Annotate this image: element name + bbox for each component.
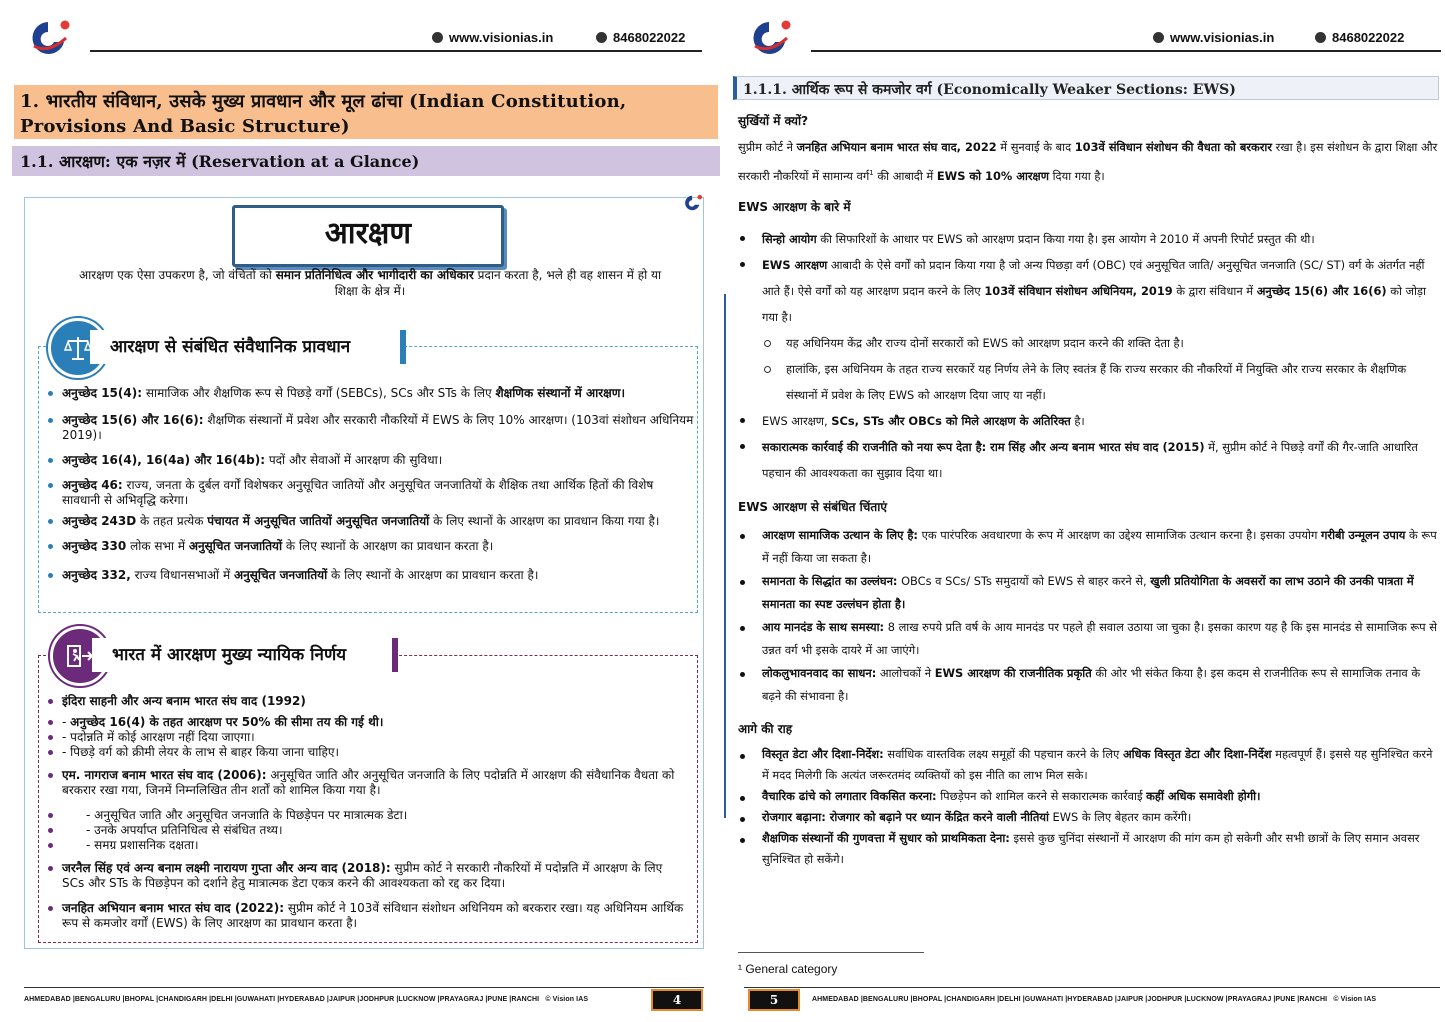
- way-forward-block: [738, 716, 1438, 870]
- way-heading: आगे की राह: [738, 722, 793, 736]
- list-item: अनुच्छेद 15(6) और 16(6): शैक्षणिक संस्थानों में प्रवेश और सरकारी नौकरियों में EWS के लिए 10% आरक्षण। (103वां संशोधन अधिनियम 2019)।: [46, 413, 694, 443]
- about-heading: EWS आरक्षण के बारे में: [738, 200, 851, 214]
- globe-icon: [1153, 32, 1164, 43]
- list-item: वैचारिक ढांचे को लगातार विकसित करना: पिछड़ेपन को शामिल करने से सकारात्मक कार्रवाई कहीं अधिक समावेशी होगी।: [738, 786, 1438, 807]
- list-item: रोजगार बढ़ाना: रोजगार को बढ़ाने पर ध्यान केंद्रित करने वाली नीतियां EWS के लिए बेहतर काम करेंगी।: [738, 807, 1438, 828]
- list-item: अनुच्छेद 330 लोक सभा में अनुसूचित जनजातियों के लिए स्थानों के आरक्षण का प्रावधान करता है।: [46, 539, 694, 554]
- page-number: 5: [748, 989, 800, 1011]
- why-news-block: [738, 108, 1438, 189]
- footer-cities: AHMEDABAD |BENGALURU |BHOPAL |CHANDIGARH |DELHI |GUWAHATI |HYDERABAD |JAIPUR |JODHPUR |LUCKNOW |PRAYAGRAJ |PUNE |RANCHI © Vision IAS: [812, 996, 1377, 1003]
- list-item: लोकलुभावनवाद का साधन: आलोचकों ने EWS आरक्षण की राजनीतिक प्रकृति की ओर भी संकेत किया है। इस कदम से राजनीतिक रूप से सामाजिक तनाव के बढ़ने की संभावना है।: [738, 662, 1438, 708]
- sub-item: - अनुच्छेद 16(4) के तहत आरक्षण पर 50% की सीमा तय की गई थी।: [46, 715, 686, 730]
- concerns-block: [738, 494, 1438, 708]
- list-item: अनुच्छेद 243D के तहत प्रत्येक पंचायत में अनुसूचित जातियों अनुसूचित जनजातियों के लिए स्थानों के आरक्षण का प्रावधान किया गया है।: [46, 514, 694, 529]
- header-phone[interactable]: 8468022022: [1315, 30, 1404, 45]
- list-item: शैक्षणिक संस्थानों की गुणवत्ता में सुधार को प्राथमिकता देना: इससे कुछ चुनिंदा संस्थानों में आरक्षण की मांग कम हो सकेगी और सभी छात्रों के लिए समान अवसर सुनिश्चित हो सकेंगे।: [738, 828, 1438, 870]
- sub-item: - समग्र प्रशासनिक दक्षता।: [46, 838, 686, 853]
- page-number: 4: [651, 989, 703, 1011]
- provisions-list: [46, 386, 694, 583]
- ews-title: 1.1.1. आर्थिक रूप से कमजोर वर्ग (Economically Weaker Sections: EWS): [733, 76, 1439, 100]
- concerns-list: [738, 524, 1438, 708]
- about-block: [738, 194, 1438, 486]
- header-rule: [90, 50, 702, 52]
- about-list: [738, 226, 1438, 486]
- concerns-heading: EWS आरक्षण से संबंधित चिंताएं: [738, 500, 887, 514]
- header-rule: [811, 50, 1441, 52]
- footer-rule: [24, 987, 704, 988]
- list-item: विस्तृत डेटा और दिशा-निर्देश: सर्वाधिक वास्तविक लक्ष्य समूहों की पहचान करने के लिए अधिक विस्तृत डेटा और दिशा-निर्देश महत्वपूर्ण हैं। इससे यह सुनिश्चित करने में मदद मिलेगी कि अत्यंत जरूरतमंद व्यक्तियों को इस नीति का लाभ मिल सके।: [738, 744, 1438, 786]
- list-item: सिन्हो आयोग की सिफारिशों के आधार पर EWS को आरक्षण प्रदान किया गया है। इस आयोग ने 2010 में अपनी रिपोर्ट प्रस्तुत की थी।: [738, 226, 1438, 252]
- list-item: इंदिरा साहनी और अन्य बनाम भारत संघ वाद (1992): [46, 694, 686, 709]
- footnote: ¹ General category: [738, 962, 838, 976]
- list-item: अनुच्छेद 15(4): सामाजिक और शैक्षणिक रूप से पिछड़े वर्गों (SEBCs), SCs और STs के लिए शैक्षणिक संस्थानों में आरक्षण।: [46, 386, 694, 401]
- phone-icon: [596, 32, 607, 43]
- judgments-heading: भारत में आरक्षण मुख्य न्यायिक निर्णय: [92, 638, 398, 672]
- list-item: आय मानदंड के साथ समस्या: 8 लाख रुपये प्रति वर्ष के आय मानदंड पर पहले ही सवाल उठाया जा चुका है। इसका कारण यह है कि इस मानदंड से सामाजिक रूप से उन्नत वर्ग भी इसके दायरे में आ जाएंगे।: [738, 616, 1438, 662]
- way-list: [738, 744, 1438, 870]
- header-phone[interactable]: 8468022022: [596, 30, 685, 45]
- left-page: [0, 0, 722, 1022]
- list-item: सकारात्मक कार्रवाई की राजनीति को नया रूप देता है: राम सिंह और अन्य बनाम भारत संघ वाद (2015) में, सुप्रीम कोर्ट ने पिछड़े वर्गों की गैर-जाति आधारित पहचान की आवश्यकता का सुझाव दिया था।: [738, 434, 1438, 486]
- judgments-list: [46, 694, 686, 931]
- sub-item: हालांकि, इस अधिनियम के तहत राज्य सरकारें यह निर्णय लेने के लिए स्वतंत्र हैं कि राज्य सरकार की नौकरियों में नियुक्ति और राज्य सरकार के शैक्षणिक संस्थानों में प्रवेश के लिए EWS को आरक्षण दिया जाए या नहीं।: [738, 356, 1438, 408]
- header-website[interactable]: www.visionias.in: [432, 30, 553, 45]
- list-item: EWS आरक्षण, SCs, STs और OBCs को मिले आरक्षण के अतिरिक्त है।: [738, 408, 1438, 434]
- footer-cities: AHMEDABAD |BENGALURU |BHOPAL |CHANDIGARH |DELHI |GUWAHATI |HYDERABAD |JAIPUR |JODHPUR |LUCKNOW |PRAYAGRAJ |PUNE |RANCHI © Vision IAS: [24, 996, 589, 1003]
- list-item: EWS आरक्षण आबादी के ऐसे वर्गों को प्रदान किया गया है जो अन्य पिछड़ा वर्ग (OBC) एवं अनुसूचित जाति/ अनुसूचित जनजाति (SC/ ST) वर्ग के अंतर्गत नहीं आते हैं। ऐसे वर्गों को यह आरक्षण प्रदान करने के लिए 103वें संविधान संशोधन अधिनियम, 2019 के द्वारा संविधान में अनुच्छेद 15(6) और 16(6) को जोड़ा गया है।: [738, 252, 1438, 330]
- why-news-heading: सुर्खियों में क्यों?: [738, 114, 809, 128]
- reservation-intro: आरक्षण एक ऐसा उपकरण है, जो वंचितों को समान प्रतिनिधित्व और भागीदारी का अधिकार प्रदान करता है, भले ही वह शासन में हो या शिक्षा के क्षेत्र में।: [78, 268, 662, 298]
- chapter-title: 1. भारतीय संविधान, उसके मुख्य प्रावधान और मूल ढांचा (Indian Constitution, Provisions And Basic Structure): [14, 85, 718, 139]
- list-item: जनहित अभियान बनाम भारत संघ वाद (2022): सुप्रीम कोर्ट ने 103वें संविधान संशोधन अधिनियम को बरकरार रखा। यह अधिनियम आर्थिक रूप से कमजोर वर्गों (EWS) के लिए आरक्षण का प्रावधान करता है।: [46, 901, 686, 931]
- list-item: समानता के सिद्धांत का उल्लंघन: OBCs व SCs/ STs समुदायों को EWS से बाहर करने से, खुली प्रतियोगिता के अवसरों का लाभ उठाने की उनकी पात्रता में समानता का स्पष्ट उल्लंघन होता है।: [738, 570, 1438, 616]
- header-website[interactable]: www.visionias.in: [1153, 30, 1274, 45]
- provisions-heading: आरक्षण से संबंधित संवैधानिक प्रावधान: [90, 330, 406, 364]
- sub-item: - पदोन्नति में कोई आरक्षण नहीं दिया जाएगा।: [46, 730, 686, 745]
- sub-item: - पिछड़े वर्ग को क्रीमी लेयर के लाभ से बाहर किया जाना चाहिए।: [46, 745, 686, 760]
- vision-logo: [749, 18, 793, 58]
- list-item: एम. नागराज बनाम भारत संघ वाद (2006): अनुसूचित जाति और अनुसूचित जनजाति के लिए पदोन्नति में आरक्षण की संवैधानिक वैधता को बरकरार रखा गया, जिनमें निम्नलिखित तीन शर्तों को शामिल किया गया है।: [46, 768, 686, 798]
- why-news-text: सुप्रीम कोर्ट ने जनहित अभियान बनाम भारत संघ वाद, 2022 में सुनवाई के बाद 103वें संविधान संशोधन की वैधता को बरकरार रखा है। इस संशोधन के द्वारा शिक्षा और सरकारी नौकरियों में सामान्य वर्ग$^1$ की आबादी में EWS को 10% आरक्षण दिया गया है।: [738, 140, 1438, 183]
- sub-item: - अनुसूचित जाति और अनुसूचित जनजाति के पिछड़ेपन पर मात्रात्मक डेटा।: [46, 808, 686, 823]
- list-item: आरक्षण सामाजिक उत्थान के लिए है: एक पारंपरिक अवधारणा के रूप में आरक्षण का उद्देश्य सामाजिक उत्थान करना है। इसका उपयोग गरीबी उन्मूलन उपाय के रूप में नहीं किया जा सकता है।: [738, 524, 1438, 570]
- list-item: अनुच्छेद 16(4), 16(4a) और 16(4b): पदों और सेवाओं में आरक्षण की सुविधा।: [46, 453, 694, 468]
- footer-rule: [744, 987, 1440, 988]
- vision-logo: [28, 18, 72, 58]
- reservation-heading: आरक्षण: [232, 205, 504, 267]
- footnote-rule: [738, 952, 924, 953]
- phone-icon: [1315, 32, 1326, 43]
- mini-logo: [682, 194, 704, 212]
- section-title: 1.1. आरक्षण: एक नज़र में (Reservation at a Glance): [12, 146, 720, 176]
- list-item: अनुच्छेद 332, राज्य विधानसभाओं में अनुसूचित जनजातियों के लिए स्थानों के आरक्षण का प्रावधान करता है।: [46, 568, 694, 583]
- list-item: जरनैल सिंह एवं अन्य बनाम लक्ष्मी नारायण गुप्ता और अन्य वाद (2018): सुप्रीम कोर्ट ने सरकारी नौकरियों में पदोन्नति में आरक्षण के लिए SCs और STs के पिछड़ेपन को दर्शाने हेतु मात्रात्मक डेटा एकत्र करने की आवश्यकता को रद्द कर दिया।: [46, 861, 686, 891]
- sub-item: यह अधिनियम केंद्र और राज्य दोनों सरकारों को EWS को आरक्षण प्रदान करने की शक्ति देता है।: [738, 330, 1438, 356]
- globe-icon: [432, 32, 443, 43]
- side-bar: [724, 294, 726, 818]
- sub-item: - उनके अपर्याप्त प्रतिनिधित्व से संबंधित तथ्य।: [46, 823, 686, 838]
- list-item: अनुच्छेद 46: राज्य, जनता के दुर्बल वर्गों विशेषकर अनुसूचित जातियों और अनुसूचित जनजातियों के शैक्षिक तथा आर्थिक हितों की विशेष सावधानी से अभिवृद्धि करेगा।: [46, 478, 694, 508]
